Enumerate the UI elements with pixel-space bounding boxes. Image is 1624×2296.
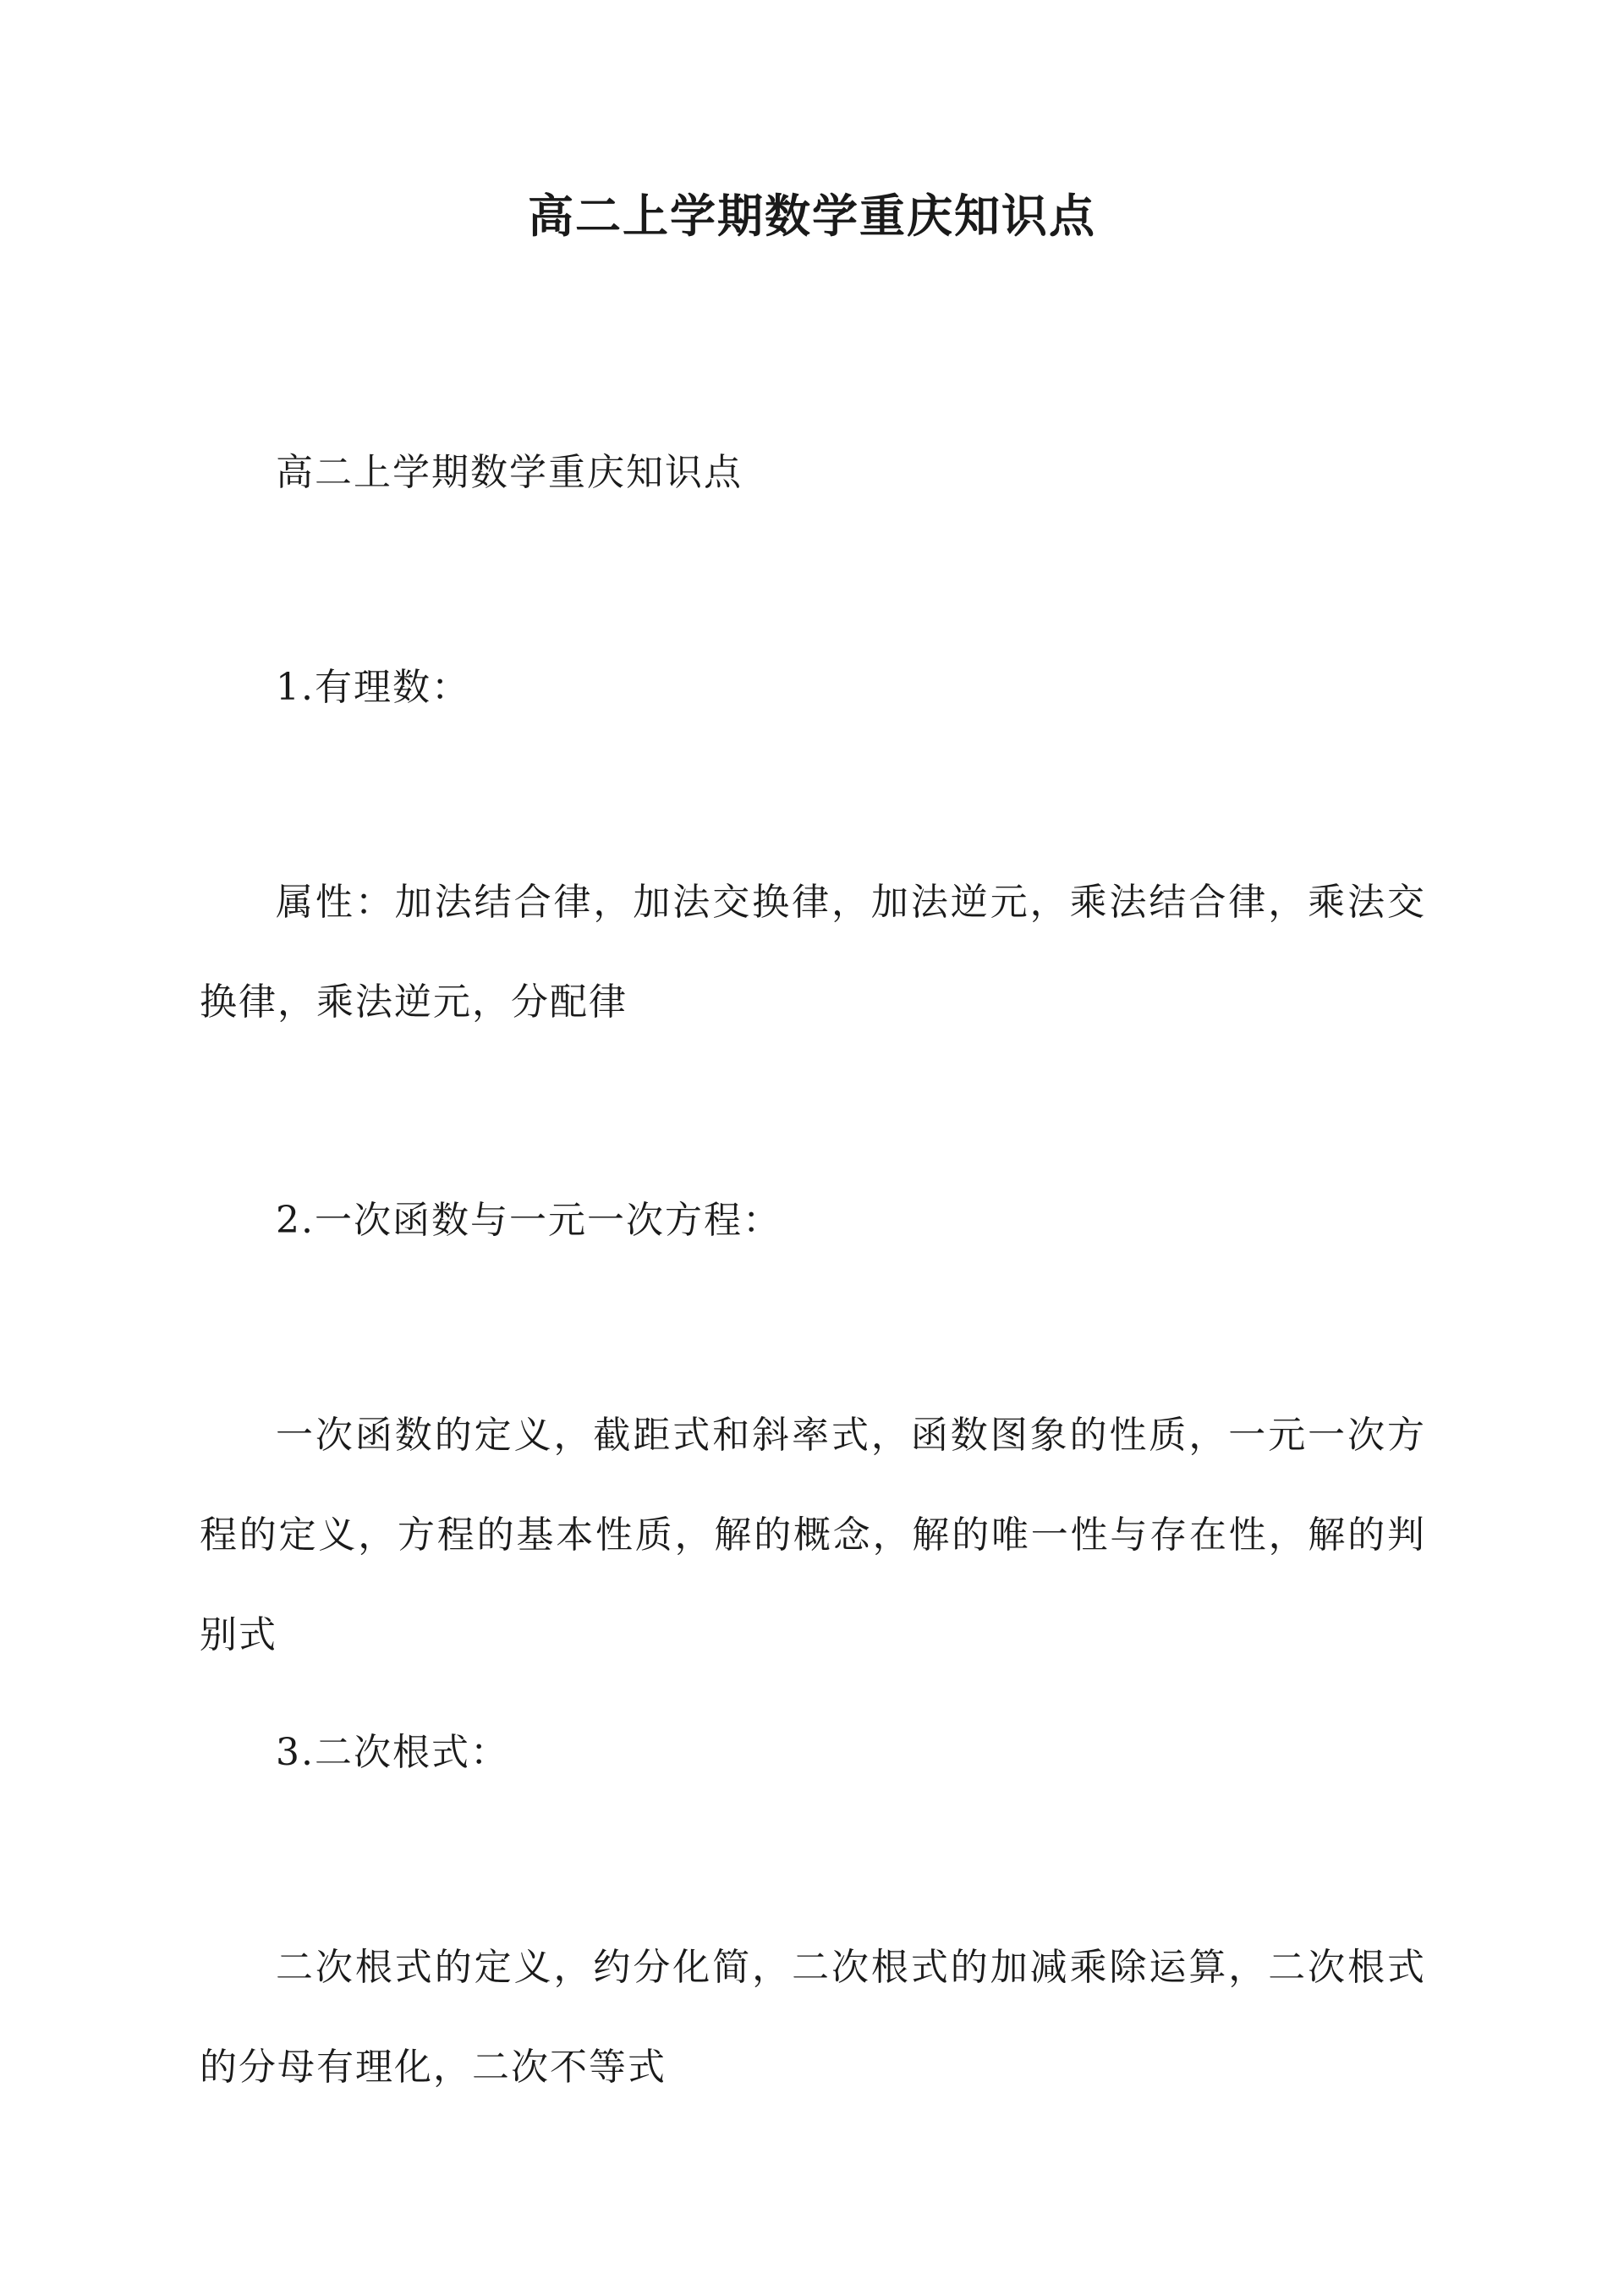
- section-body-1: 属性：加法结合律，加法交换律，加法逆元，乘法结合律，乘法交换律，乘法逆元，分配律: [200, 881, 1426, 1024]
- section-body-3: 二次根式的定义，约分化简，二次根式的加减乘除运算，二次根式的分母有理化，二次不等式: [200, 1946, 1426, 2089]
- section-body-2: 一次函数的定义，截距式和斜率式，函数图象的性质，一元一次方程的定义，方程的基本性质，解的概念，解的唯一性与存在性，解的判别式: [200, 1414, 1426, 1656]
- section-heading-3: 3.二次根式：: [276, 1731, 509, 1774]
- document-subtitle: 高二上学期数学重庆知识点: [276, 451, 743, 494]
- section-heading-1: 1.有理数：: [276, 666, 470, 709]
- section-heading-2: 2.一次函数与一元一次方程：: [276, 1199, 782, 1242]
- document-title: 高二上学期数学重庆知识点: [528, 189, 1096, 243]
